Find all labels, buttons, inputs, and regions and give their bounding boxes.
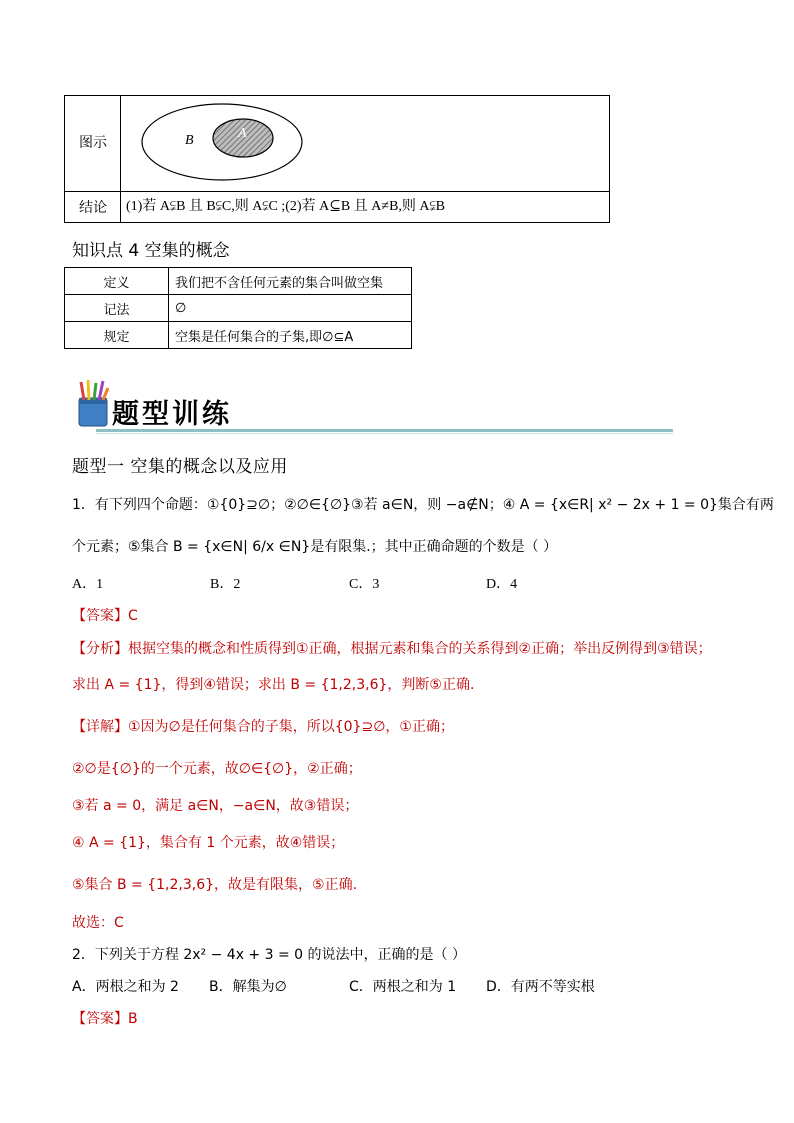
q1-detail-line: ③若 a = 0，满足 a∈N，−a∈N，故③错误； <box>72 798 359 814</box>
q2-option-d: D．有两不等实根 <box>486 979 595 995</box>
q1-option-d: D．4 <box>486 577 518 592</box>
q2-option-a: A．两根之和为 2 <box>72 979 179 995</box>
table-row <box>65 322 412 349</box>
table-cell-key: 记法 <box>65 295 169 322</box>
inner-set-label: A <box>238 126 247 141</box>
q1-option-a: A．1 <box>72 577 104 592</box>
q1-answer: 【答案】C <box>72 608 138 624</box>
table-divider <box>65 191 609 192</box>
empty-set-table <box>64 267 412 349</box>
banner-divider <box>96 429 673 432</box>
pencil-cup-icon <box>76 378 110 428</box>
conclusion-text: (1)若 A⫋B 且 B⫋C,则 A⫋C ;(2)若 A⊆B 且 A≠B,则 A⫋B <box>126 199 446 214</box>
q1-stem-line1: 1．有下列四个命题：①{0}⊇∅；②∅∈{∅}③若 a∈N，则 −a∉N；④ A = {x∈R| x² − 2x + 1 = 0}集合有两 <box>72 497 774 513</box>
row-label-conclusion: 结论 <box>79 200 107 216</box>
q1-detail-line: ④ A = {1}，集合有 1 个元素，故④错误； <box>72 835 345 851</box>
q1-detail-line: ②∅是{∅}的一个元素，故∅∈{∅}，②正确； <box>72 761 362 777</box>
q2-option-b: B．解集为∅ <box>209 979 287 995</box>
q1-stem-line2: 个元素；⑤集合 B = {x∈N| 6/x ∈N}是有限集.；其中正确命题的个数是（ ） <box>72 539 558 555</box>
q2-stem: 2．下列关于方程 2x² − 4x + 3 = 0 的说法中，正确的是（ ） <box>72 947 466 963</box>
q1-detail-line: 【详解】①因为∅是任何集合的子集，所以{0}⊇∅，①正确； <box>72 719 454 735</box>
section-banner-title: 题型训练 <box>112 399 232 429</box>
row-label-diagram: 图示 <box>79 135 107 151</box>
q1-option-b: B．2 <box>210 577 241 592</box>
knowledge-point-heading: 知识点 4 空集的概念 <box>72 241 230 261</box>
outer-set-label: B <box>185 133 194 148</box>
table-cell-value: 空集是任何集合的子集,即∅⊆A <box>169 322 412 349</box>
q1-detail-line: ⑤集合 B = {1,2,3,6}，故是有限集，⑤正确. <box>72 877 358 893</box>
venn-diagram <box>135 100 335 188</box>
table-row <box>65 268 412 295</box>
diagram-table <box>64 95 610 223</box>
q1-analysis-line2: 求出 A = {1}，得到④错误；求出 B = {1,2,3,6}，判断⑤正确. <box>72 677 475 693</box>
table-cell-key: 规定 <box>65 322 169 349</box>
q1-choice: 故选：C <box>72 915 124 931</box>
table-row <box>65 295 412 322</box>
q2-answer: 【答案】B <box>72 1011 138 1027</box>
banner-divider <box>96 433 673 434</box>
q2-option-c: C．两根之和为 1 <box>349 979 457 995</box>
q1-analysis-line1: 【分析】根据空集的概念和性质得到①正确，根据元素和集合的关系得到②正确；举出反例得到③错误； <box>72 641 712 657</box>
table-cell-value: ∅ <box>169 295 412 322</box>
section-title: 题型一 空集的概念以及应用 <box>72 457 288 477</box>
table-cell-key: 定义 <box>65 268 169 295</box>
table-divider <box>120 96 121 222</box>
table-cell-value: 我们把不含任何元素的集合叫做空集 <box>169 268 412 295</box>
q1-option-c: C．3 <box>349 577 380 592</box>
